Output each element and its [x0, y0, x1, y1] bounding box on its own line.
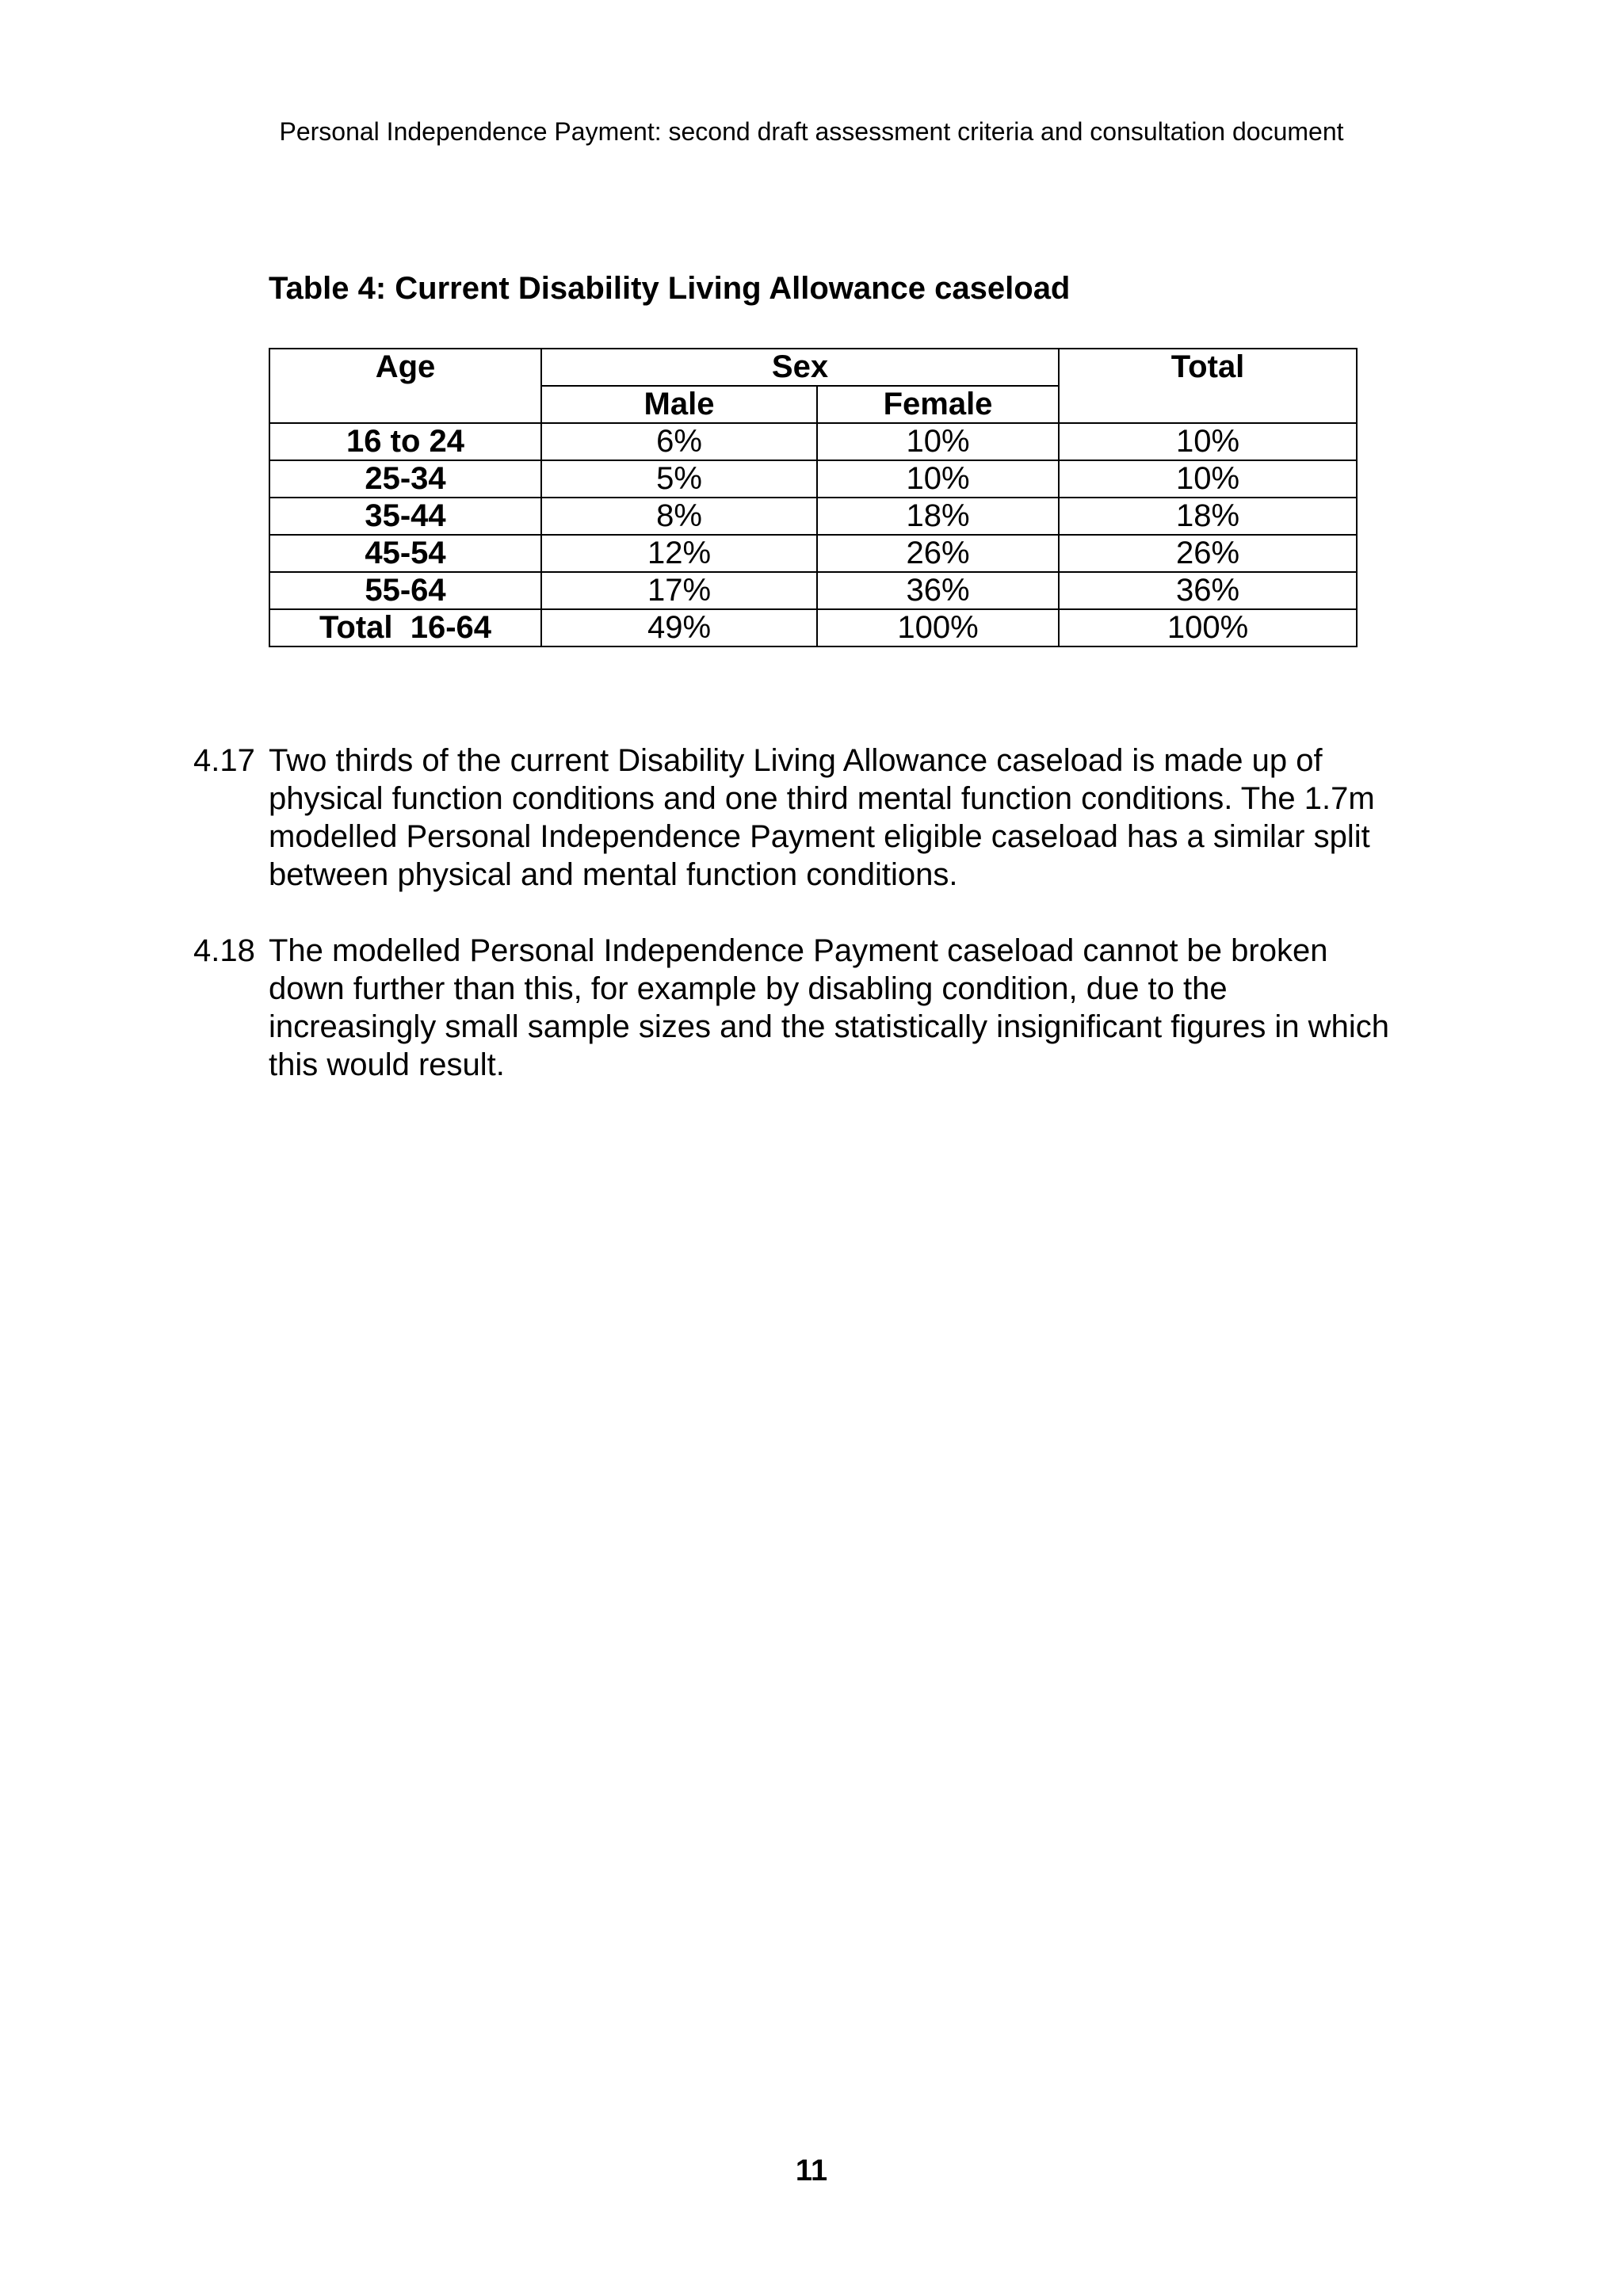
column-header-male: Male — [541, 386, 817, 423]
paragraph-4-18 — [193, 932, 1461, 1084]
male-cell: 5% — [541, 460, 817, 498]
female-cell: 10% — [817, 423, 1059, 460]
paragraph-line: physical function conditions and one third mental function conditions. The 1.7m — [269, 781, 1375, 816]
male-cell: 49% — [541, 609, 817, 646]
age-cell: Total 16-64 — [269, 609, 541, 646]
column-header-age: Age — [269, 349, 541, 423]
caseload-table — [269, 348, 1358, 647]
female-cell: 100% — [817, 609, 1059, 646]
age-cell: 55-64 — [269, 572, 541, 609]
table-caption: Table 4: Current Disability Living Allowance caseload — [269, 271, 1071, 306]
paragraph-line: increasingly small sample sizes and the statistically insignificant figures in which — [269, 1009, 1389, 1044]
column-header-total: Total — [1059, 349, 1357, 423]
total-cell: 100% — [1059, 609, 1357, 646]
table-row — [269, 498, 1357, 535]
paragraph-text — [269, 932, 1461, 1084]
total-cell: 10% — [1059, 460, 1357, 498]
total-cell: 36% — [1059, 572, 1357, 609]
table-total-row — [269, 609, 1357, 646]
paragraph-line: Two thirds of the current Disability Living Allowance caseload is made up of — [269, 743, 1323, 778]
column-header-female: Female — [817, 386, 1059, 423]
female-cell: 36% — [817, 572, 1059, 609]
table-row — [269, 535, 1357, 572]
paragraph-number: 4.17 — [193, 743, 255, 778]
age-cell: 35-44 — [269, 498, 541, 535]
table-header-row — [269, 349, 1357, 386]
table-row — [269, 460, 1357, 498]
paragraph-number: 4.18 — [193, 933, 255, 968]
female-cell: 10% — [817, 460, 1059, 498]
total-cell: 18% — [1059, 498, 1357, 535]
male-cell: 17% — [541, 572, 817, 609]
age-cell: 45-54 — [269, 535, 541, 572]
total-cell: 10% — [1059, 423, 1357, 460]
paragraph-line: down further than this, for example by disabling condition, due to the — [269, 971, 1228, 1006]
female-cell: 26% — [817, 535, 1059, 572]
table-row — [269, 423, 1357, 460]
table-row — [269, 572, 1357, 609]
paragraph-line: this would result. — [269, 1047, 505, 1082]
column-header-sex: Sex — [541, 349, 1059, 386]
age-cell: 16 to 24 — [269, 423, 541, 460]
page-number: 11 — [795, 2154, 828, 2187]
paragraph-line: The modelled Personal Independence Payment caseload cannot be broken — [269, 933, 1328, 968]
female-cell: 18% — [817, 498, 1059, 535]
running-header: Personal Independence Payment: second draft assessment criteria and consultation document — [279, 117, 1344, 146]
male-cell: 6% — [541, 423, 817, 460]
paragraph-4-17 — [193, 742, 1461, 894]
paragraph-line: modelled Personal Independence Payment eligible caseload has a similar split — [269, 819, 1370, 854]
male-cell: 8% — [541, 498, 817, 535]
paragraph-text — [269, 742, 1461, 894]
total-cell: 26% — [1059, 535, 1357, 572]
age-cell: 25-34 — [269, 460, 541, 498]
paragraph-line: between physical and mental function conditions. — [269, 857, 958, 892]
male-cell: 12% — [541, 535, 817, 572]
